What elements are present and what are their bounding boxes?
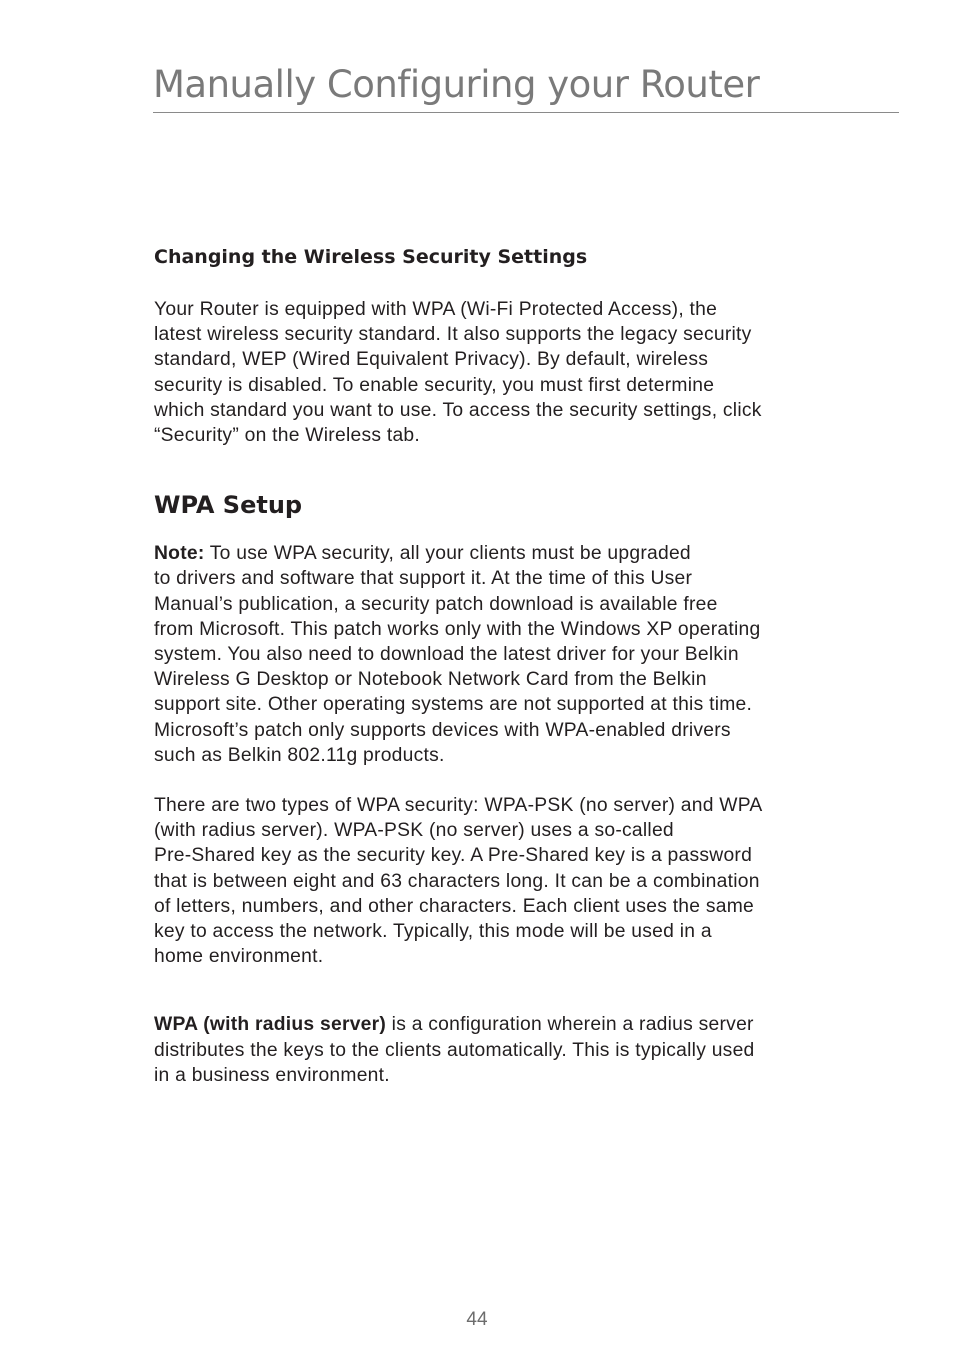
intro-line: which standard you want to use. To access the security settings, click: [154, 399, 762, 421]
radius-line: is a configuration wherein a radius server: [386, 1014, 754, 1036]
types-line: (with radius server). WPA-PSK (no server) uses a so-called: [154, 820, 674, 842]
note-line: such as Belkin 802.11g products.: [154, 744, 445, 766]
subsection-heading: Changing the Wireless Security Settings: [154, 246, 588, 268]
intro-line: Your Router is equipped with WPA (Wi-Fi Protected Access), the: [154, 299, 718, 320]
types-line: There are two types of WPA security: WPA-PSK (no server) and WPA: [154, 795, 763, 817]
types-line: home environment.: [154, 946, 324, 968]
types-line: of letters, numbers, and other characters. Each client uses the same: [154, 895, 755, 917]
radius-paragraph: [154, 1012, 866, 1088]
note-line: system. You also need to download the latest driver for your Belkin: [154, 644, 739, 666]
title-rule: [153, 112, 899, 113]
page-number: 44: [466, 1309, 488, 1330]
types-line: Pre-Shared key as the security key. A Pre-Shared key is a password: [154, 845, 753, 867]
intro-line: “Security” on the Wireless tab.: [154, 425, 420, 447]
types-line: key to access the network. Typically, this mode will be used in a: [154, 921, 712, 943]
note-line: support site. Other operating systems are not supported at this time.: [154, 694, 753, 716]
note-line: Manual’s publication, a security patch download is available free: [154, 593, 718, 615]
intro-line: security is disabled. To enable security, you must first determine: [154, 374, 715, 396]
note-line: To use WPA security, all your clients must be upgraded: [204, 543, 691, 565]
note-paragraph: [154, 541, 866, 768]
radius-line: distributes the keys to the clients automatically. This is typically used: [154, 1039, 755, 1061]
intro-line: latest wireless security standard. It also supports the legacy security: [154, 324, 752, 346]
wpa-types-paragraph: [154, 793, 866, 969]
page-content: [154, 244, 866, 1088]
note-line: to drivers and software that support it. At the time of this User: [154, 568, 693, 590]
wpa-setup-heading: WPA Setup: [154, 491, 303, 520]
note-label: Note:: [154, 543, 205, 565]
note-line: Microsoft’s patch only supports devices with WPA-enabled drivers: [154, 719, 731, 741]
types-line: that is between eight and 63 characters long. It can be a combination: [154, 870, 760, 892]
intro-line: standard, WEP (Wired Equivalent Privacy). By default, wireless: [154, 349, 709, 371]
note-line: Wireless G Desktop or Notebook Network Card from the Belkin: [154, 669, 707, 691]
radius-line: in a business environment.: [154, 1064, 390, 1086]
radius-label: WPA (with radius server): [154, 1014, 387, 1036]
note-line: from Microsoft. This patch works only with the Windows XP operating: [154, 618, 761, 640]
page-title: Manually Configuring your Router: [153, 63, 760, 106]
intro-paragraph: [154, 297, 866, 448]
